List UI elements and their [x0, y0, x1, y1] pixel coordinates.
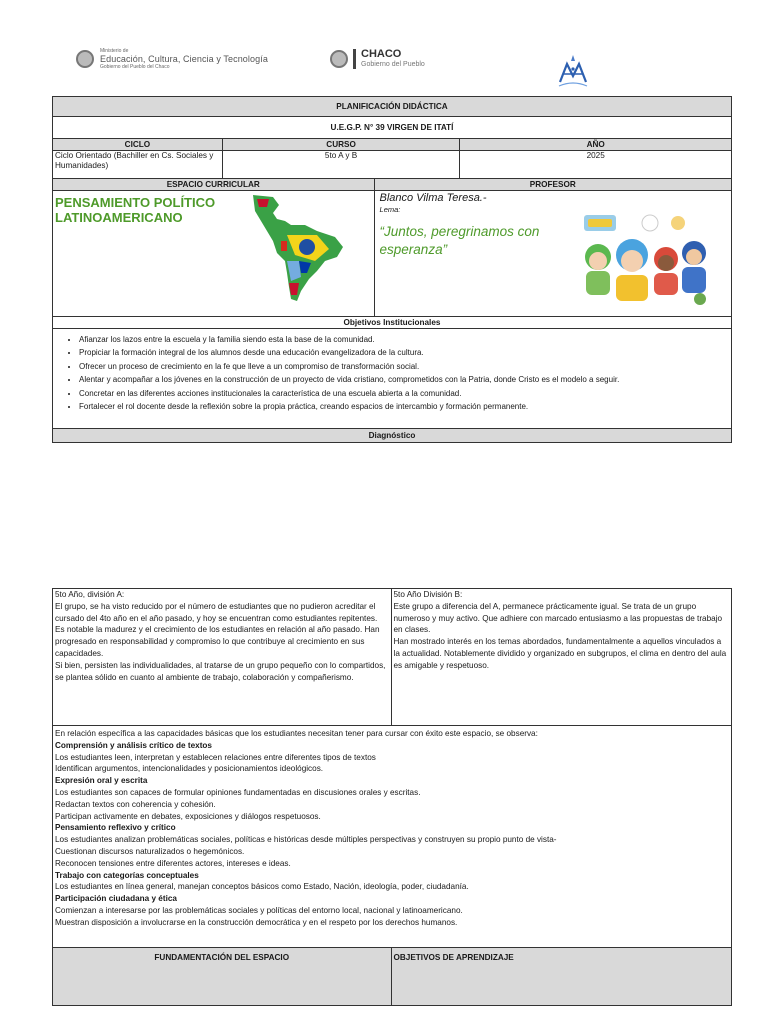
division-b-title: 5to Año División B:	[393, 590, 463, 599]
diagnostic-table	[52, 588, 732, 1006]
jubilee-illustration-icon	[576, 211, 710, 307]
espacio-curricular-title: PENSAMIENTO POLÍTICO LATINOAMERICANO	[55, 195, 216, 225]
division-a-paragraph: Si bien, persisten las individualidades, al tratarse de un grupo pequeño con lo compartidos, se plantea sólido en cuanto al ambiente de trabajo, colaboración y compañerismo.	[55, 660, 386, 682]
chaco-title: CHACO	[361, 48, 402, 60]
capacidad-title: Participación ciudadana y ética	[55, 894, 177, 904]
list-item: • Concretar en las diferentes acciones institucionales la característica de una escuela abierta a la comunidad.	[79, 387, 729, 400]
capacidades-intro: En relación específica a las capacidades básicas que los estudiantes necesitan tener para cursar con éxito este espacio, se observa:	[55, 729, 538, 738]
latin-america-map-icon	[243, 191, 355, 303]
espacio-cell	[53, 191, 375, 317]
espacio-header: ESPACIO CURRICULAR	[53, 179, 375, 191]
chaco-seal-icon	[330, 50, 348, 68]
school-emblem-icon	[555, 52, 591, 90]
ciclo-value: Ciclo Orientado (Bachiller en Cs. Sociales y Humanidades)	[53, 151, 223, 179]
list-item: • Afianzar los lazos entre la escuela y la familia siendo esta la base de la comunidad.	[79, 333, 729, 346]
capacidad-line: Cuestionan discursos naturalizados o hegemónicos.	[55, 846, 245, 856]
profesor-name: Blanco Vilma Teresa.-	[379, 192, 487, 204]
chaco-divider	[353, 49, 356, 69]
capacidad-title: Pensamiento reflexivo y crítico	[55, 823, 176, 833]
profesor-cell	[374, 191, 731, 317]
capacidad-line: Los estudiantes son capaces de formular opiniones fundamentadas en discusiones orales y escritas.	[55, 787, 421, 797]
capacidad-title: Expresión oral y escrita	[55, 776, 148, 786]
capacidad-title: Trabajo con categorías conceptuales	[55, 870, 199, 880]
division-b-paragraph: Este grupo a diferencia del A, permanece prácticamente igual. Se trata de un grupo numeroso y muy activo. Que adhiere con marcado entusiasmo a las propuestas de trabajo en clases.	[393, 601, 723, 635]
division-b-cell	[391, 589, 732, 726]
capacidad-line: Los estudiantes analizan problemáticas sociales, políticas e históricas desde múltiples perspectivas y construyen su propio punto de vista-	[55, 835, 557, 845]
capacidad-line: Reconocen tensiones entre diferentes actores, intereses e ideas.	[55, 858, 291, 868]
lema-label: Lema:	[379, 205, 401, 214]
capacidad-line: Redactan textos con coherencia y cohesión.	[55, 799, 216, 809]
division-a-paragraph: Es notable la madurez y el crecimiento de los estudiantes en relación al año pasado. Han progresado en responsabilidad y compromiso lo que contribuye al crecimiento en sus capacidades.	[55, 625, 380, 658]
ciclo-header: CICLO	[53, 139, 223, 151]
list-item: • Propiciar la formación integral de los alumnos desde una educación evangelizadora de la cultura.	[79, 346, 729, 359]
division-a-paragraph: El grupo, se ha visto reducido por el número de estudiantes que no pudieron acreditar el cursado del 4to año en el año pasado, y hoy se encuentran como estudiantes repitentes.	[55, 601, 378, 623]
list-item: • Ofrecer un proceso de crecimiento en la fe que lleve a un compromiso de transformación social.	[79, 360, 729, 373]
planning-title: PLANIFICACIÓN DIDÁCTICA	[53, 97, 732, 117]
ministry-small-label: Ministerio de	[100, 48, 129, 54]
division-b-paragraph: Han mostrado interés en los temas abordados, fundamentalmente a aquellos vinculados a la actualidad. Notablemente dividido y organizado en subgrupos, el clima en dentro del aula es amigable y respetuoso.	[393, 637, 727, 670]
objetivos-list	[79, 333, 729, 413]
national-seal-icon	[76, 50, 94, 68]
chaco-logo	[330, 46, 425, 72]
curso-header: CURSO	[222, 139, 460, 151]
capacidad-line: Muestran disposición a involucrarse en la construcción democrática y en el respeto por los derechos humanos.	[55, 917, 458, 927]
capacidad-title: Comprensión y análisis crítico de textos	[55, 740, 212, 750]
capacidad-line: Los estudiantes leen, interpretan y establecen relaciones entre diferentes tipos de textos	[55, 752, 376, 762]
fundamentacion-header: FUNDAMENTACIÓN DEL ESPACIO	[53, 948, 392, 1006]
objetivos-institucionales-cell	[53, 329, 732, 429]
diagnostico-header: Diagnóstico	[53, 429, 732, 443]
ministry-logo	[76, 46, 268, 72]
profesor-header: PROFESOR	[374, 179, 731, 191]
capacidades-cell	[53, 726, 732, 948]
division-a-cell	[53, 589, 392, 726]
anio-header: AÑO	[460, 139, 732, 151]
school-name: U.E.G.P. N° 39 VIRGEN DE ITATÍ	[53, 117, 732, 139]
ministry-name: Educación, Cultura, Ciencia y Tecnología	[100, 54, 268, 64]
list-item: • Alentar y acompañar a los jóvenes en la construcción de un proyecto de vida cristiano, comprometidos con la Patria, donde Cristo es el modelo a seguir.	[79, 373, 729, 386]
list-item: • Fortalecer el rol docente desde la reflexión sobre la propia práctica, creando espacios de intercambio y formación permanente.	[79, 400, 729, 413]
ministry-sub-label: Gobierno del Pueblo del Chaco	[100, 64, 170, 70]
objetivos-institucionales-header: Objetivos Institucionales	[53, 317, 732, 329]
capacidad-line: Los estudiantes en línea general, manejan conceptos básicos como Estado, Nación, ideología, poder, ciudadanía.	[55, 882, 469, 892]
capacidad-line: Identifican argumentos, intencionalidades y posicionamientos ideológicos.	[55, 764, 324, 774]
chaco-subtitle: Gobierno del Pueblo	[361, 61, 425, 68]
planning-header-table	[52, 96, 732, 443]
capacidad-line: Participan activamente en debates, exposiciones y diálogos respetuosos.	[55, 811, 321, 821]
division-a-title: 5to Año, división A:	[55, 590, 125, 599]
curso-value: 5to A y B	[222, 151, 460, 179]
anio-value: 2025	[460, 151, 732, 179]
objetivos-aprendizaje-header: OBJETIVOS DE APRENDIZAJE	[391, 948, 732, 1006]
capacidad-line: Comienzan a interesarse por las problemáticas sociales y políticas del entorno local, nacional y latinoamericano.	[55, 905, 463, 915]
lema-text: “Juntos, peregrinamos con esperanza”	[379, 224, 540, 257]
